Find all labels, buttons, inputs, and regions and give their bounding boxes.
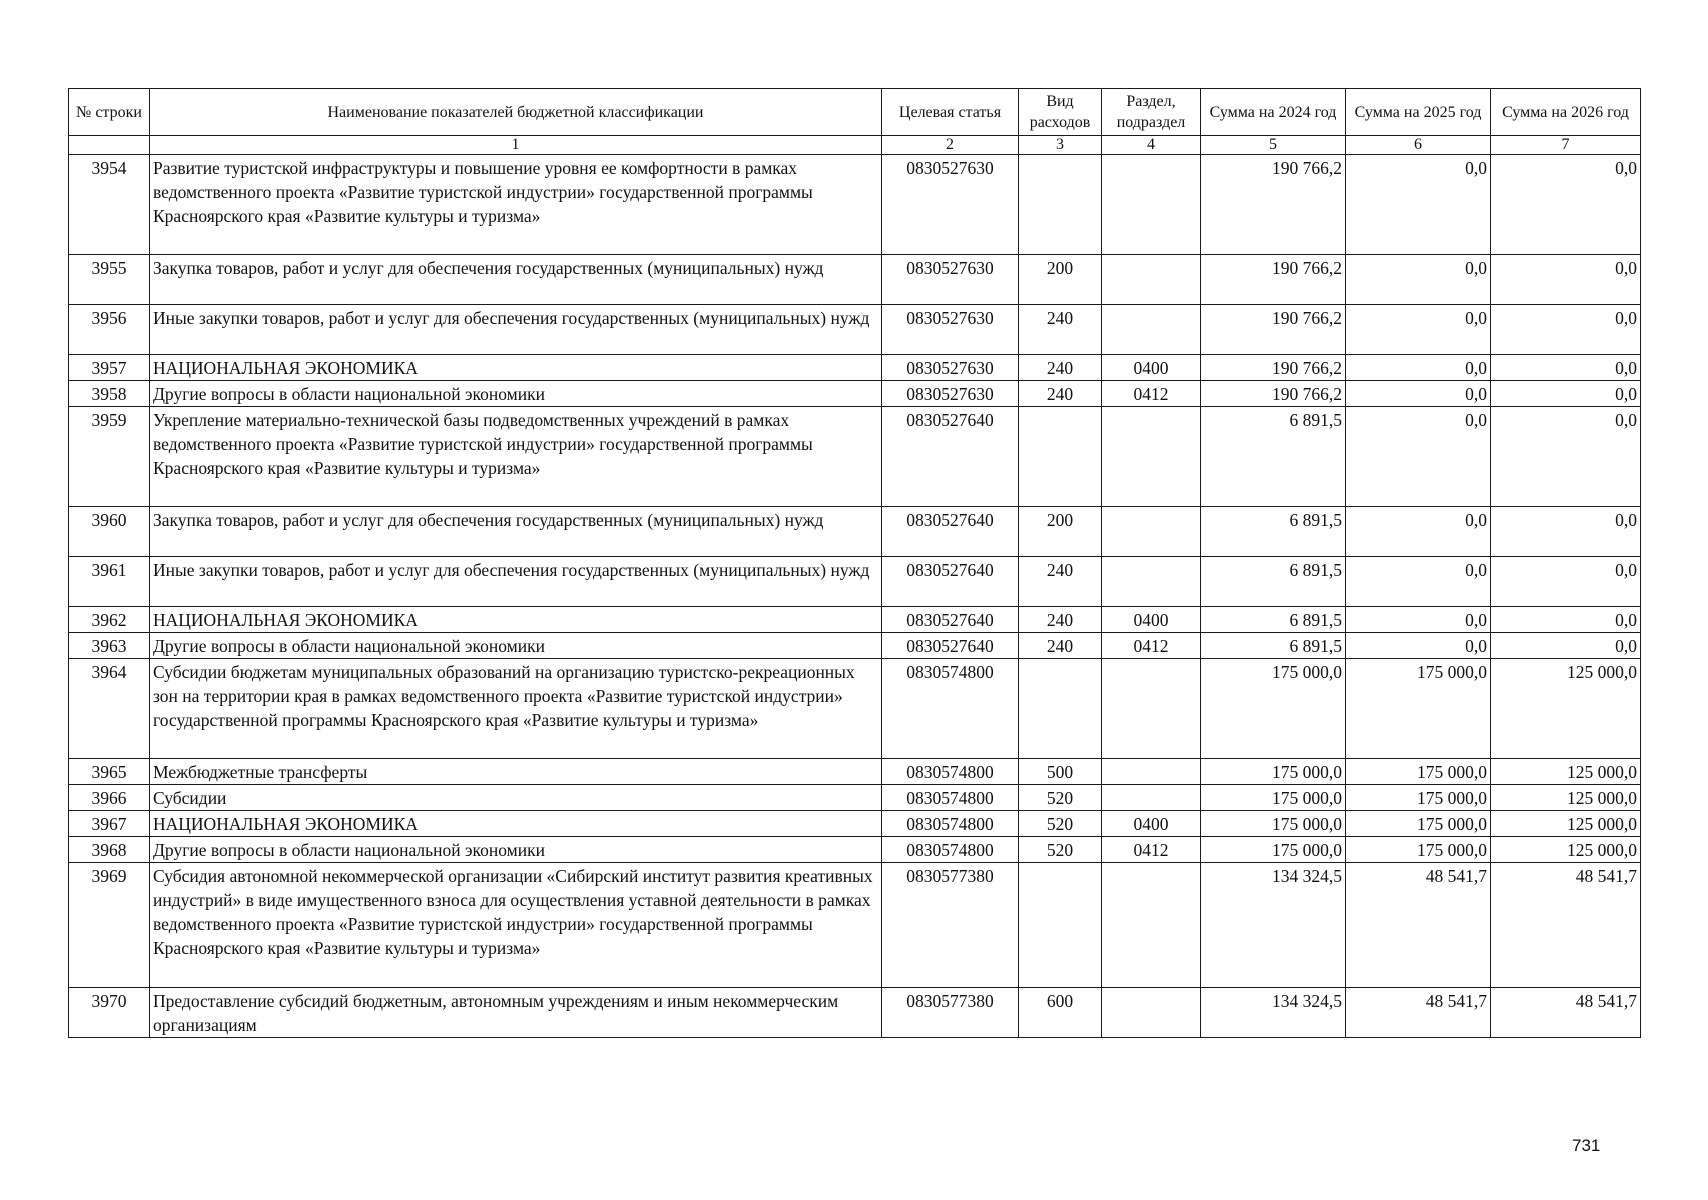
table-row bbox=[69, 355, 1641, 381]
row-sum-2025: 175 000,0 bbox=[1346, 811, 1491, 837]
row-number: 3969 bbox=[69, 863, 150, 988]
row-section bbox=[1102, 407, 1201, 507]
table-header-row bbox=[69, 89, 1641, 136]
row-sum-2024: 190 766,2 bbox=[1201, 305, 1346, 355]
row-expense-type: 200 bbox=[1019, 255, 1102, 305]
row-section bbox=[1102, 557, 1201, 607]
table-row bbox=[69, 633, 1641, 659]
row-name: Другие вопросы в области национальной экономики bbox=[150, 837, 882, 863]
table-row bbox=[69, 155, 1641, 255]
row-name: НАЦИОНАЛЬНАЯ ЭКОНОМИКА bbox=[150, 355, 882, 381]
table-row bbox=[69, 659, 1641, 759]
table-row bbox=[69, 785, 1641, 811]
row-target-article: 0830527630 bbox=[882, 355, 1019, 381]
row-expense-type: 520 bbox=[1019, 785, 1102, 811]
row-number: 3968 bbox=[69, 837, 150, 863]
row-sum-2024: 134 324,5 bbox=[1201, 863, 1346, 988]
row-expense-type: 500 bbox=[1019, 759, 1102, 785]
row-sum-2026: 48 541,7 bbox=[1491, 988, 1641, 1038]
row-name: Развитие туристской инфраструктуры и повышение уровня ее комфортности в рамках ведомственного проекта «Развитие туристской индустрии» государственной программы Красноярского края «Развитие культуры и туризма» bbox=[150, 155, 882, 255]
row-sum-2025: 0,0 bbox=[1346, 155, 1491, 255]
row-number: 3966 bbox=[69, 785, 150, 811]
row-sum-2026: 125 000,0 bbox=[1491, 837, 1641, 863]
table-row bbox=[69, 305, 1641, 355]
row-sum-2025: 0,0 bbox=[1346, 607, 1491, 633]
row-sum-2025: 175 000,0 bbox=[1346, 659, 1491, 759]
row-sum-2026: 125 000,0 bbox=[1491, 785, 1641, 811]
row-sum-2026: 0,0 bbox=[1491, 305, 1641, 355]
row-target-article: 0830527630 bbox=[882, 155, 1019, 255]
row-section bbox=[1102, 759, 1201, 785]
row-name: Предоставление субсидий бюджетным, автономным учреждениям и иным некоммерческим организациям bbox=[150, 988, 882, 1038]
row-expense-type: 520 bbox=[1019, 837, 1102, 863]
row-section bbox=[1102, 255, 1201, 305]
row-sum-2026: 0,0 bbox=[1491, 407, 1641, 507]
row-sum-2026: 0,0 bbox=[1491, 507, 1641, 557]
row-expense-type: 240 bbox=[1019, 607, 1102, 633]
row-sum-2024: 6 891,5 bbox=[1201, 633, 1346, 659]
row-section bbox=[1102, 155, 1201, 255]
row-section bbox=[1102, 785, 1201, 811]
row-expense-type: 240 bbox=[1019, 355, 1102, 381]
header-expense-type: Вид расходов bbox=[1019, 89, 1102, 136]
row-number: 3960 bbox=[69, 507, 150, 557]
row-number: 3965 bbox=[69, 759, 150, 785]
header-sum-2026: Сумма на 2026 год bbox=[1491, 89, 1641, 136]
row-section bbox=[1102, 988, 1201, 1038]
column-index: 7 bbox=[1491, 136, 1641, 155]
row-target-article: 0830527630 bbox=[882, 381, 1019, 407]
table-row bbox=[69, 557, 1641, 607]
row-name: Закупка товаров, работ и услуг для обеспечения государственных (муниципальных) нужд bbox=[150, 255, 882, 305]
column-index-row bbox=[69, 136, 1641, 155]
row-number: 3961 bbox=[69, 557, 150, 607]
row-name: Субсидии бюджетам муниципальных образований на организацию туристско-рекреационных зон на территории края в рамках ведомственного проекта «Развитие туристской индустрии» государственной программы Красноярского края «Развитие культуры и туризма» bbox=[150, 659, 882, 759]
table-row bbox=[69, 811, 1641, 837]
row-number: 3962 bbox=[69, 607, 150, 633]
row-target-article: 0830527640 bbox=[882, 633, 1019, 659]
row-section: 0412 bbox=[1102, 381, 1201, 407]
header-sum-2025: Сумма на 2025 год bbox=[1346, 89, 1491, 136]
table-row bbox=[69, 837, 1641, 863]
row-sum-2025: 175 000,0 bbox=[1346, 837, 1491, 863]
row-target-article: 0830527630 bbox=[882, 305, 1019, 355]
row-sum-2025: 0,0 bbox=[1346, 305, 1491, 355]
row-sum-2024: 190 766,2 bbox=[1201, 355, 1346, 381]
column-index: 6 bbox=[1346, 136, 1491, 155]
row-expense-type bbox=[1019, 863, 1102, 988]
row-target-article: 0830574800 bbox=[882, 659, 1019, 759]
row-name: Межбюджетные трансферты bbox=[150, 759, 882, 785]
row-sum-2026: 0,0 bbox=[1491, 557, 1641, 607]
table-row bbox=[69, 507, 1641, 557]
row-section: 0412 bbox=[1102, 837, 1201, 863]
row-expense-type: 600 bbox=[1019, 988, 1102, 1038]
row-sum-2024: 190 766,2 bbox=[1201, 255, 1346, 305]
row-section: 0412 bbox=[1102, 633, 1201, 659]
row-number: 3956 bbox=[69, 305, 150, 355]
row-sum-2025: 48 541,7 bbox=[1346, 863, 1491, 988]
column-index: 3 bbox=[1019, 136, 1102, 155]
row-target-article: 0830574800 bbox=[882, 759, 1019, 785]
row-target-article: 0830527640 bbox=[882, 557, 1019, 607]
row-sum-2026: 0,0 bbox=[1491, 255, 1641, 305]
column-index: 2 bbox=[882, 136, 1019, 155]
row-target-article: 0830574800 bbox=[882, 811, 1019, 837]
row-expense-type: 240 bbox=[1019, 305, 1102, 355]
row-sum-2024: 190 766,2 bbox=[1201, 381, 1346, 407]
column-index-blank bbox=[69, 136, 150, 155]
row-number: 3964 bbox=[69, 659, 150, 759]
table-row bbox=[69, 607, 1641, 633]
row-number: 3957 bbox=[69, 355, 150, 381]
row-name: Другие вопросы в области национальной экономики bbox=[150, 381, 882, 407]
row-section bbox=[1102, 305, 1201, 355]
row-number: 3970 bbox=[69, 988, 150, 1038]
row-target-article: 0830574800 bbox=[882, 785, 1019, 811]
budget-document bbox=[68, 88, 1640, 1038]
header-section: Раздел, подраздел bbox=[1102, 89, 1201, 136]
row-sum-2024: 175 000,0 bbox=[1201, 811, 1346, 837]
row-sum-2024: 6 891,5 bbox=[1201, 557, 1346, 607]
row-section: 0400 bbox=[1102, 355, 1201, 381]
row-expense-type: 240 bbox=[1019, 381, 1102, 407]
row-sum-2024: 6 891,5 bbox=[1201, 507, 1346, 557]
row-name: Субсидия автономной некоммерческой организации «Сибирский институт развития креативных индустрий» в виде имущественного взноса для осуществления уставной деятельности в рамках ведомственного проекта «Развитие туристской индустрии» государственной программы Красноярского края «Развитие культуры и туризма» bbox=[150, 863, 882, 988]
row-name: НАЦИОНАЛЬНАЯ ЭКОНОМИКА bbox=[150, 607, 882, 633]
row-number: 3958 bbox=[69, 381, 150, 407]
row-sum-2024: 6 891,5 bbox=[1201, 407, 1346, 507]
page-number: 731 bbox=[1572, 1136, 1601, 1155]
row-sum-2026: 48 541,7 bbox=[1491, 863, 1641, 988]
table-row bbox=[69, 381, 1641, 407]
header-row-number: № строки bbox=[69, 89, 150, 136]
row-name: НАЦИОНАЛЬНАЯ ЭКОНОМИКА bbox=[150, 811, 882, 837]
row-expense-type bbox=[1019, 659, 1102, 759]
row-target-article: 0830527640 bbox=[882, 607, 1019, 633]
header-sum-2024: Сумма на 2024 год bbox=[1201, 89, 1346, 136]
row-section: 0400 bbox=[1102, 607, 1201, 633]
row-number: 3955 bbox=[69, 255, 150, 305]
row-sum-2026: 0,0 bbox=[1491, 607, 1641, 633]
row-sum-2024: 175 000,0 bbox=[1201, 785, 1346, 811]
row-sum-2025: 0,0 bbox=[1346, 381, 1491, 407]
table-row bbox=[69, 863, 1641, 988]
row-sum-2025: 175 000,0 bbox=[1346, 785, 1491, 811]
row-name: Иные закупки товаров, работ и услуг для обеспечения государственных (муниципальных) нужд bbox=[150, 557, 882, 607]
table-row bbox=[69, 988, 1641, 1038]
row-sum-2024: 175 000,0 bbox=[1201, 659, 1346, 759]
row-sum-2024: 134 324,5 bbox=[1201, 988, 1346, 1038]
row-sum-2025: 0,0 bbox=[1346, 507, 1491, 557]
row-sum-2024: 175 000,0 bbox=[1201, 759, 1346, 785]
row-target-article: 0830527640 bbox=[882, 407, 1019, 507]
row-target-article: 0830574800 bbox=[882, 837, 1019, 863]
row-section: 0400 bbox=[1102, 811, 1201, 837]
table-row bbox=[69, 759, 1641, 785]
row-number: 3959 bbox=[69, 407, 150, 507]
row-sum-2025: 0,0 bbox=[1346, 255, 1491, 305]
column-index: 5 bbox=[1201, 136, 1346, 155]
row-sum-2026: 0,0 bbox=[1491, 355, 1641, 381]
row-sum-2025: 0,0 bbox=[1346, 633, 1491, 659]
row-target-article: 0830577380 bbox=[882, 863, 1019, 988]
row-expense-type bbox=[1019, 407, 1102, 507]
row-sum-2024: 190 766,2 bbox=[1201, 155, 1346, 255]
row-name: Укрепление материально-технической базы подведомственных учреждений в рамках ведомственного проекта «Развитие туристской индустрии» государственной программы Красноярского края «Развитие культуры и туризма» bbox=[150, 407, 882, 507]
table-body bbox=[69, 155, 1641, 1038]
row-number: 3954 bbox=[69, 155, 150, 255]
row-sum-2025: 0,0 bbox=[1346, 557, 1491, 607]
table-row bbox=[69, 255, 1641, 305]
header-target-article: Целевая статья bbox=[882, 89, 1019, 136]
row-target-article: 0830527640 bbox=[882, 507, 1019, 557]
row-expense-type bbox=[1019, 155, 1102, 255]
row-name: Закупка товаров, работ и услуг для обеспечения государственных (муниципальных) нужд bbox=[150, 507, 882, 557]
row-number: 3963 bbox=[69, 633, 150, 659]
row-section bbox=[1102, 507, 1201, 557]
row-name: Иные закупки товаров, работ и услуг для обеспечения государственных (муниципальных) нужд bbox=[150, 305, 882, 355]
row-target-article: 0830577380 bbox=[882, 988, 1019, 1038]
row-sum-2026: 125 000,0 bbox=[1491, 759, 1641, 785]
row-sum-2026: 125 000,0 bbox=[1491, 811, 1641, 837]
row-target-article: 0830527630 bbox=[882, 255, 1019, 305]
row-sum-2024: 6 891,5 bbox=[1201, 607, 1346, 633]
row-sum-2024: 175 000,0 bbox=[1201, 837, 1346, 863]
row-name: Другие вопросы в области национальной экономики bbox=[150, 633, 882, 659]
header-name: Наименование показателей бюджетной классификации bbox=[150, 89, 882, 136]
row-expense-type: 520 bbox=[1019, 811, 1102, 837]
row-sum-2025: 175 000,0 bbox=[1346, 759, 1491, 785]
row-sum-2026: 0,0 bbox=[1491, 381, 1641, 407]
row-section bbox=[1102, 863, 1201, 988]
row-sum-2026: 0,0 bbox=[1491, 633, 1641, 659]
budget-table bbox=[68, 88, 1641, 1038]
row-expense-type: 200 bbox=[1019, 507, 1102, 557]
row-expense-type: 240 bbox=[1019, 633, 1102, 659]
row-number: 3967 bbox=[69, 811, 150, 837]
column-index: 1 bbox=[150, 136, 882, 155]
row-name: Субсидии bbox=[150, 785, 882, 811]
column-index: 4 bbox=[1102, 136, 1201, 155]
table-row bbox=[69, 407, 1641, 507]
row-sum-2025: 0,0 bbox=[1346, 355, 1491, 381]
row-sum-2026: 0,0 bbox=[1491, 155, 1641, 255]
row-expense-type: 240 bbox=[1019, 557, 1102, 607]
row-sum-2026: 125 000,0 bbox=[1491, 659, 1641, 759]
row-sum-2025: 0,0 bbox=[1346, 407, 1491, 507]
row-section bbox=[1102, 659, 1201, 759]
row-sum-2025: 48 541,7 bbox=[1346, 988, 1491, 1038]
